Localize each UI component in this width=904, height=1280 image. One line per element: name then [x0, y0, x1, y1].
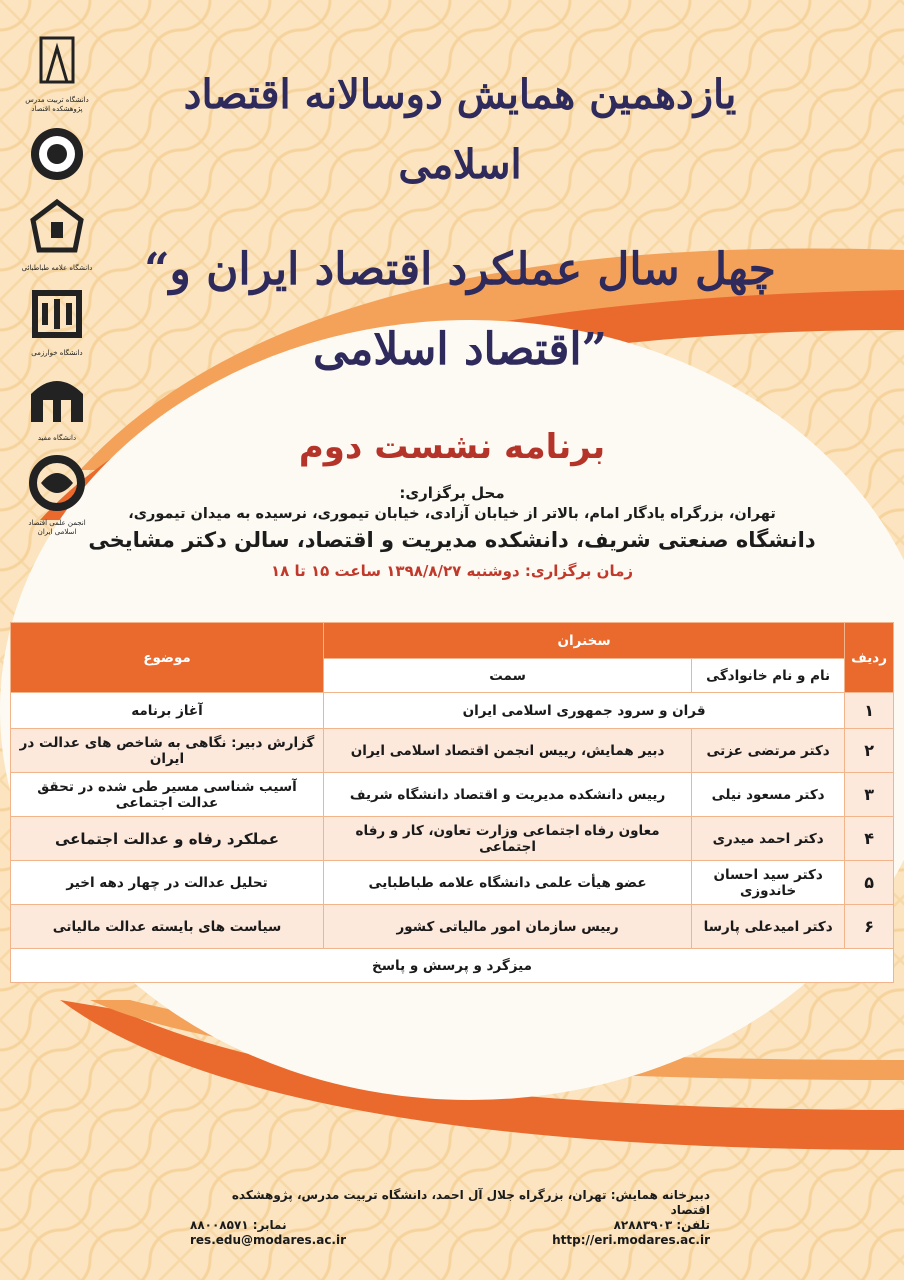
- footer-website[interactable]: http://eri.modares.ac.ir: [552, 1233, 710, 1247]
- table-row: ۱ قران و سرود جمهوری اسلامی ایران آغاز برنامه: [11, 693, 894, 729]
- table-row: ۵ دکتر سید احسان خاندوزی عضو هیأت علمی دانشگاه علامه طباطبایی تحلیل عدالت در چهار دهه اخیر: [11, 861, 894, 905]
- table-row-closing: میزگرد و پرسش و پاسخ: [11, 949, 894, 983]
- program-title: برنامه نشست دوم: [298, 427, 606, 467]
- table-row: ۶ دکتر امیدعلی پارسا رییس سازمان امور مالیاتی کشور سیاست های بایسته عدالت مالیاتی: [11, 905, 894, 949]
- location-label: محل برگزاری:: [399, 484, 505, 502]
- logo-mofid: دانشگاه مفید: [18, 368, 96, 443]
- mofid-logo-icon: [27, 368, 87, 428]
- footer-contact: [190, 1188, 710, 1248]
- col-name-header: نام و نام خانوادگی: [692, 659, 845, 693]
- conference-title: [120, 60, 800, 390]
- allameh-tabatabai-logo-icon: [27, 198, 87, 258]
- col-speakers-header: سخنران: [324, 623, 845, 659]
- title-line-2: “چهل سال عملکرد اقتصاد ایران و اقتصاد اسلامی”: [144, 244, 776, 375]
- logo-sharif: [18, 124, 96, 188]
- program-info: [0, 420, 904, 580]
- program-table: [10, 622, 894, 983]
- footer-fax: نمابر: ۸۸۰۰۸۵۷۱: [190, 1218, 287, 1232]
- tarbiat-modares-logo-icon: [27, 30, 87, 90]
- kharazmi-logo-icon: [27, 283, 87, 343]
- location-line-2: دانشگاه صنعتی شریف، دانشکده مدیریت و اقتصاد، سالن دکتر مشایخی: [88, 528, 816, 552]
- table-row: ۴ دکتر احمد میدری معاون رفاه اجتماعی وزارت تعاون، کار و رفاه اجتماعی عملکرد رفاه و عدالت اجتماعی: [11, 817, 894, 861]
- location-line-1: تهران، بزرگراه یادگار امام، بالاتر از خیابان آزادی، خیابان تیموری، نرسیده به میدان تیموری،: [128, 506, 776, 522]
- footer-address: دبیرخانه همایش: تهران، بزرگراه جلال آل احمد، دانشگاه تربیت مدرس، پژوهشکده اقتصاد: [231, 1188, 710, 1217]
- table-row: ۲ دکتر مرتضی عزتی دبیر همایش، رییس انجمن اقتصاد اسلامی ایران گزارش دبیر: نگاهی به شاخص های عدالت در ایران: [11, 729, 894, 773]
- footer-phone: تلفن: ۸۲۸۸۳۹۰۳: [613, 1218, 710, 1232]
- col-topic-header: موضوع: [11, 623, 324, 693]
- table-row: ۳ دکتر مسعود نیلی رییس دانشکده مدیریت و اقتصاد دانشگاه شریف آسیب شناسی مسیر طی شده در تحقق عدالت اجتماعی: [11, 773, 894, 817]
- logo-allameh: دانشگاه علامه طباطبائی: [18, 198, 96, 273]
- logo-tarbiat-modares: دانشگاه تربیت مدرس پژوهشکده اقتصاد: [18, 30, 96, 114]
- logo-islamic-economics: انجمن علمی اقتصاد اسلامی ایران: [18, 453, 96, 537]
- sharif-gear-logo-icon: [27, 124, 87, 184]
- event-time: زمان برگزاری: دوشنبه ۱۳۹۸/۸/۲۷ ساعت ۱۵ تا ۱۸: [270, 562, 634, 580]
- footer-email[interactable]: res.edu@modares.ac.ir: [190, 1233, 347, 1247]
- col-row-header: ردیف: [845, 623, 894, 693]
- title-line-1: یازدهمین همایش دوسالانه اقتصاد اسلامی: [183, 71, 737, 188]
- col-position-header: سمت: [324, 659, 692, 693]
- logo-kharazmi: دانشگاه خوارزمی: [18, 283, 96, 358]
